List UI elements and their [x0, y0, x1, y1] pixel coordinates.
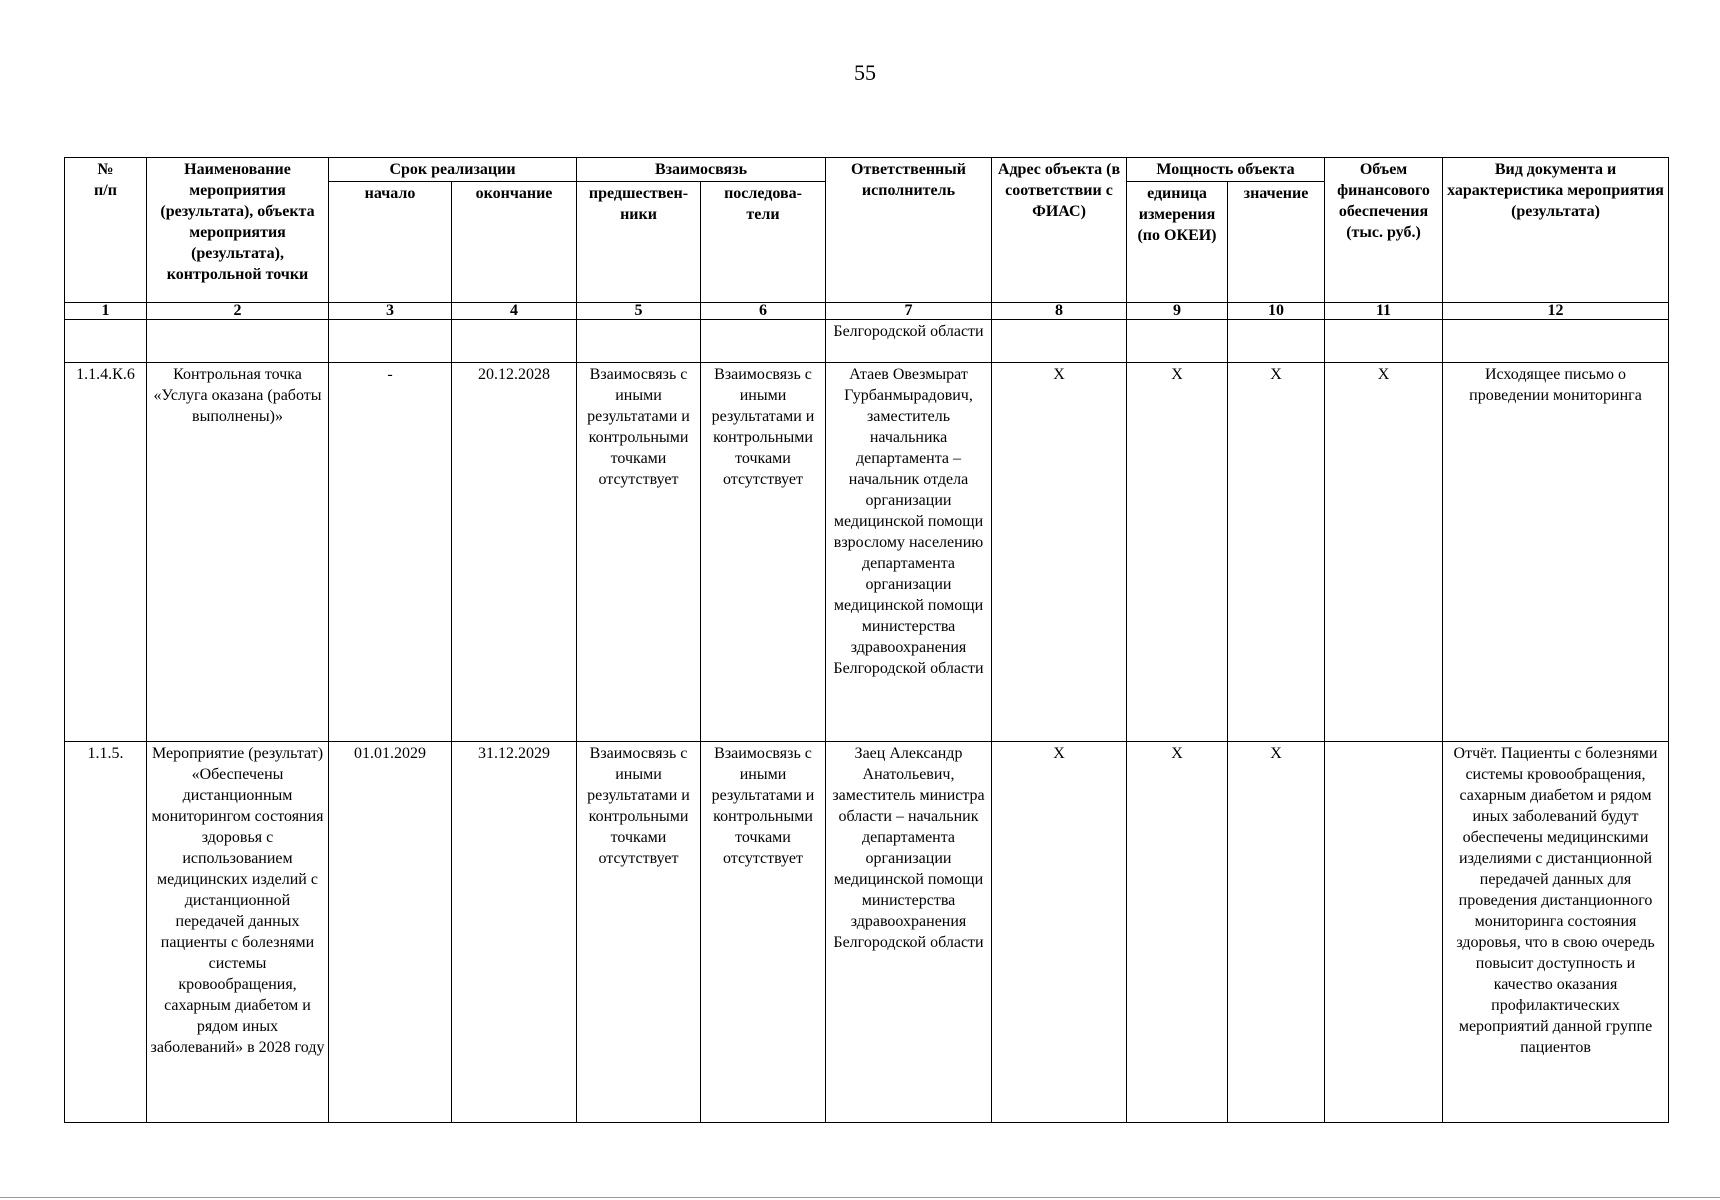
cell-end: 31.12.2029 — [452, 742, 577, 1123]
header-address: Адрес объекта (в соответствии с ФИАС) — [992, 158, 1127, 303]
col-number: 12 — [1443, 303, 1669, 320]
cell-responsible: Атаев Овезмырат Гурбанмырадович, заместитель начальника департамента – начальник отдела организации медицинской помощи взрослому населению департамента организации медицинской помощи министерства здравоохранения Белгородской области — [826, 363, 992, 742]
header-doc: Вид документа и характеристика мероприятия (результата) — [1443, 158, 1669, 303]
header-finance: Объем финансового обеспечения (тыс. руб.) — [1325, 158, 1443, 303]
cell-value: X — [1228, 742, 1325, 1123]
header-link: Взаимосвязь — [577, 158, 826, 182]
col-number: 1 — [65, 303, 147, 320]
header-term: Срок реализации — [329, 158, 577, 182]
cell-value: X — [1228, 363, 1325, 742]
cell-address: X — [992, 742, 1127, 1123]
plan-table — [64, 157, 1669, 1123]
col-number: 8 — [992, 303, 1127, 320]
cell-pred: Взаимосвязь с иными результатами и контрольными точками отсутствует — [577, 742, 701, 1123]
header-cap-unit: единица измерения (по ОКЕИ) — [1127, 182, 1228, 303]
cell-doc: Отчёт. Пациенты с болезнями системы кровообращения, сахарным диабетом и рядом иных заболеваний будут обеспечены медицинскими изделиями с дистанционной передачей данных для проведения дистанционного мониторинга состояния здоровья, что в свою очередь повысит доступность и качество оказания профилактических мероприятий данной группе пациентов — [1443, 742, 1669, 1123]
header-cap-value: значение — [1228, 182, 1325, 303]
cell-start: - — [329, 363, 452, 742]
col-number: 11 — [1325, 303, 1443, 320]
col-number: 7 — [826, 303, 992, 320]
cell-address: X — [992, 363, 1127, 742]
cell-num: 1.1.5. — [65, 742, 147, 1123]
column-number-row — [65, 303, 1669, 320]
cell-name: Контрольная точка «Услуга оказана (работы выполнены)» — [147, 363, 329, 742]
header-name: Наименование мероприятия (результата), объекта мероприятия (результата), контрольной точки — [147, 158, 329, 303]
col-number: 9 — [1127, 303, 1228, 320]
header-capacity: Мощность объекта — [1127, 158, 1325, 182]
cell-unit: X — [1127, 742, 1228, 1123]
col-number: 2 — [147, 303, 329, 320]
cell-responsible: Белгородской области — [826, 320, 992, 363]
header-num: № п/п — [65, 158, 147, 303]
header-term-start: начало — [329, 182, 452, 303]
header-responsible: Ответственный исполнитель — [826, 158, 992, 303]
page-edge-divider — [0, 1197, 1720, 1198]
col-number: 3 — [329, 303, 452, 320]
cell-finance — [1325, 742, 1443, 1123]
header-term-end: окончание — [452, 182, 577, 303]
cell-responsible: Заец Александр Анатольевич, заместитель министра области – начальник департамента организации медицинской помощи министерства здравоохранения Белгородской области — [826, 742, 992, 1123]
cell-start: 01.01.2029 — [329, 742, 452, 1123]
col-number: 5 — [577, 303, 701, 320]
cell-name: Мероприятие (результат) «Обеспечены дистанционным мониторингом состояния здоровья с использованием медицинских изделий с дистанционной передачей данных пациенты с болезнями системы кровообращения, сахарным диабетом и рядом иных заболеваний» в 2028 году — [147, 742, 329, 1123]
cell-unit: X — [1127, 363, 1228, 742]
cell-next: Взаимосвязь с иными результатами и контрольными точками отсутствует — [701, 742, 826, 1123]
header-link-pred: предшествен- ники — [577, 182, 701, 303]
cell-pred: Взаимосвязь с иными результатами и контрольными точками отсутствует — [577, 363, 701, 742]
cell-next: Взаимосвязь с иными результатами и контрольными точками отсутствует — [701, 363, 826, 742]
col-number: 4 — [452, 303, 577, 320]
col-number: 10 — [1228, 303, 1325, 320]
cell-doc: Исходящее письмо о проведении мониторинга — [1443, 363, 1669, 742]
cell-end: 20.12.2028 — [452, 363, 577, 742]
cell-finance: X — [1325, 363, 1443, 742]
page-number: 55 — [854, 60, 876, 85]
header-row-top — [65, 158, 1669, 182]
col-number: 6 — [701, 303, 826, 320]
header-link-next: последова- тели — [701, 182, 826, 303]
cell-num: 1.1.4.К.6 — [65, 363, 147, 742]
table-row — [65, 363, 1669, 742]
table-row-continuation — [65, 320, 1669, 363]
table-row — [65, 742, 1669, 1123]
